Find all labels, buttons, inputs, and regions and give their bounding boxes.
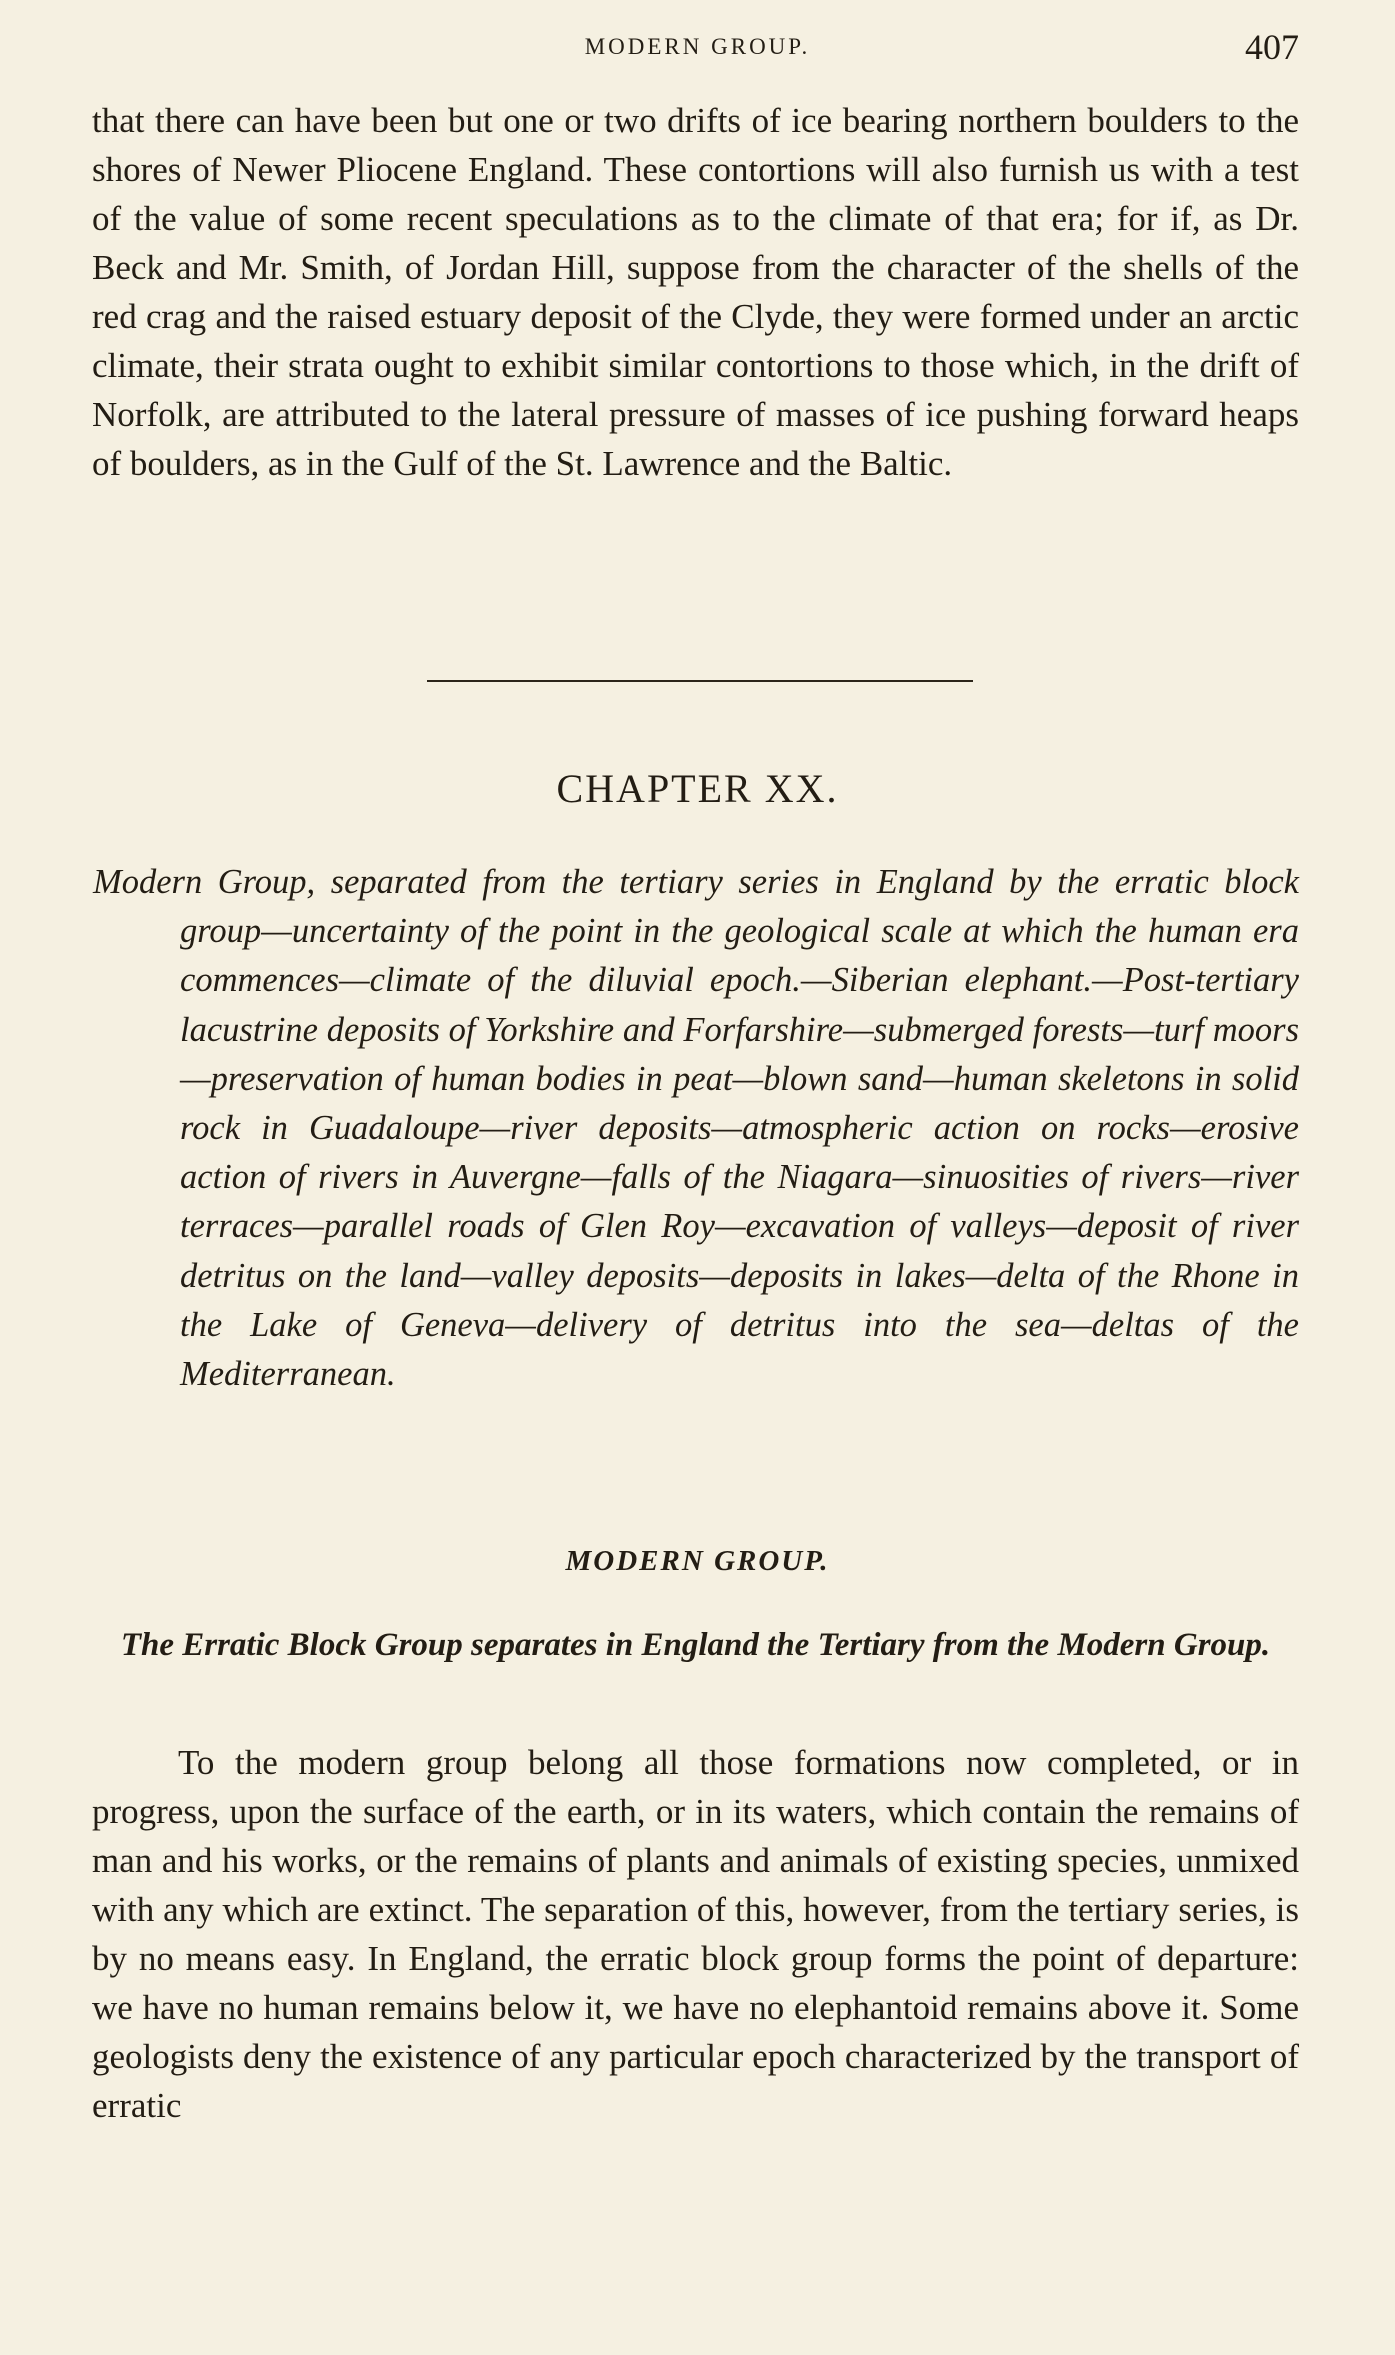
page-header xyxy=(0,26,1395,76)
section-subheading: The Erratic Block Group separates in England the Tertiary from the Modern Group. xyxy=(120,1627,1271,1663)
running-head: MODERN GROUP. xyxy=(584,34,811,59)
page-number: 407 xyxy=(1245,27,1299,67)
main-paragraph: To the modern group belong all those formations now completed, or in progress, upon the surface of the earth, or in its waters, which contain the remains of man and his works, or the remains of plants and animals of existing species, unmixed with any which are extinct. The separation of this, however, from the tertiary series, is by no means easy. In England, the erratic block group forms the point of departure: we have no human remains below it, we have no elephantoid remains above it. Some geologists deny the existence of any particular epoch characterized by the transport of erratic xyxy=(92,1743,1299,2125)
section-heading: MODERN GROUP. xyxy=(565,1545,830,1577)
lead-paragraph: that there can have been but one or two drifts of ice bearing northern boulders to the shores of Newer Pliocene England. These contortions will also furnish us with a test of the value of some recent speculations as to the climate of that era; for if, as Dr. Beck and Mr. Smith, of Jordan Hill, suppose from the character of the shells of the red crag and the raised estuary deposit of the Clyde, they were formed under an arctic climate, their strata ought to exhibit similar contortions to those which, in the drift of Norfolk, are attributed to the lateral pressure of masses of ice pushing forward heaps of boulders, as in the Gulf of the St. Lawrence and the Baltic. xyxy=(92,101,1299,483)
chapter-title: CHAPTER XX. xyxy=(556,766,839,811)
section-divider xyxy=(427,680,973,682)
chapter-synopsis: Modern Group, separated from the tertiary series in England by the erratic block group—uncertainty of the point in the geological scale at which the human era commences—climate of the diluvial epoch.—Siberian elephant.—Post-tertiary lacustrine deposits of Yorkshire and Forfarshire—submerged forests—turf moors—preservation of human bodies in peat—blown sand—human skeletons in solid rock in Guadaloupe—river deposits—atmospheric action on rocks—erosive action of rivers in Auvergne—falls of the Niagara—sinuosities of rivers—river terraces—parallel roads of Glen Roy—excavation of valleys—deposit of river detritus on the land—valley deposits—deposits in lakes—delta of the Rhone in the Lake of Geneva—delivery of detritus into the sea—deltas of the Mediterranean. xyxy=(93,863,1299,1394)
